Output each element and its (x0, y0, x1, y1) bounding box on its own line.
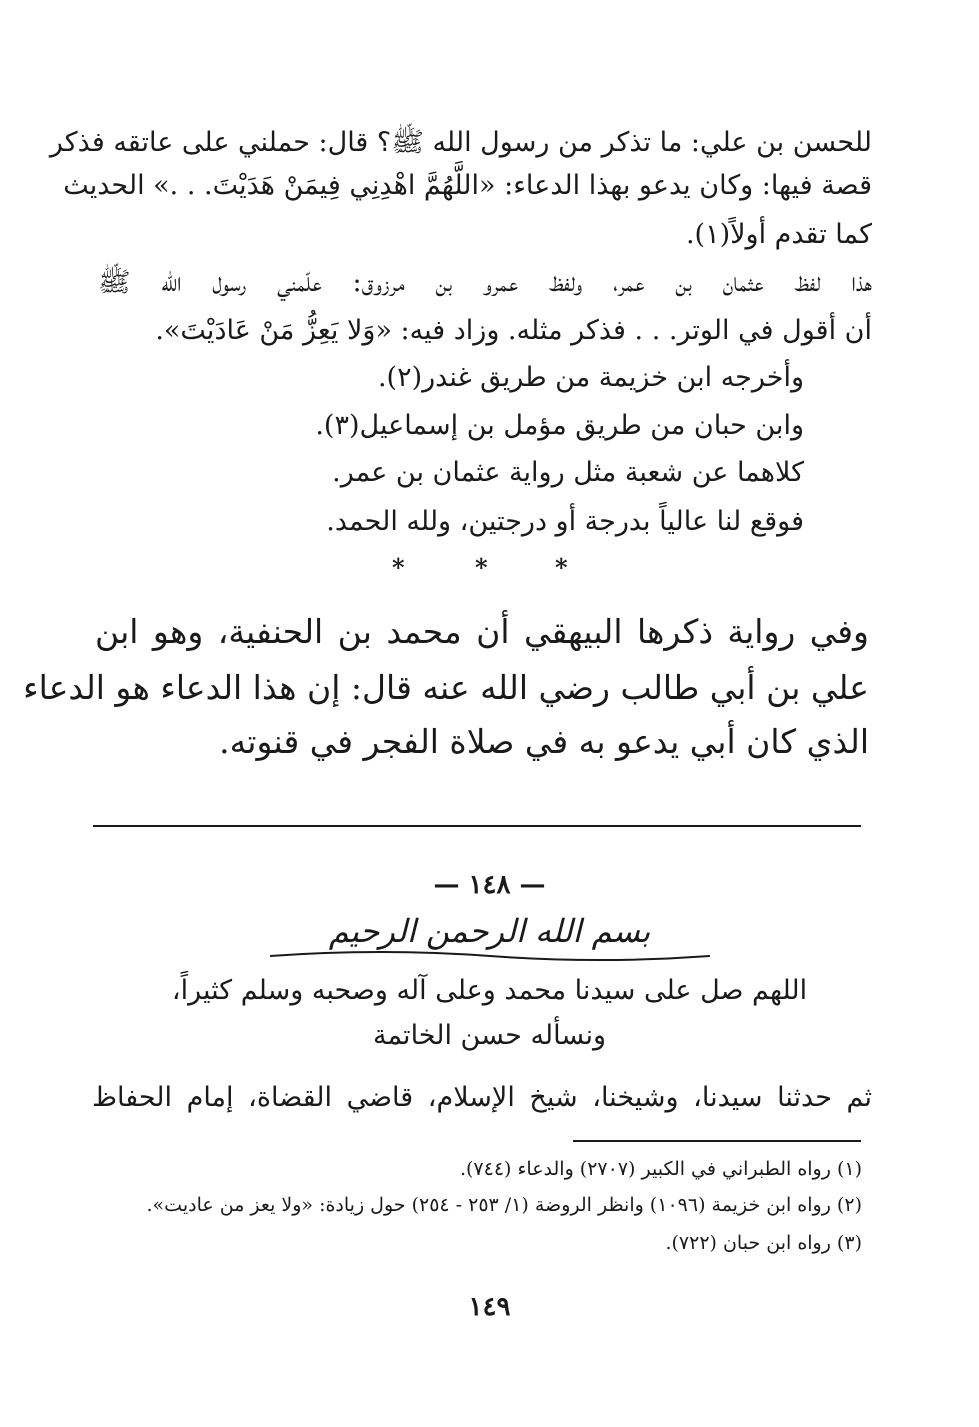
passage-line-1: وفي رواية ذكرها البيهقي أن محمد بن الحنفية، وهو ابن (95, 612, 869, 651)
separator-star: * (475, 553, 488, 582)
passage-line-3: الذي كان أبي يدعو به في صلاة الفجر في قنوته. (219, 722, 869, 761)
invocation-line-1: اللهم صل على سيدنا محمد وعلى آله وصحبه وسلم كثيراً، (171, 975, 808, 1006)
text-line-8: كلاهما عن شعبة مثل رواية عثمان بن عمر. (332, 457, 804, 488)
text-line-3: كما تقدم أولاً(١). (685, 219, 872, 250)
page-number: ١٤٩ (468, 1292, 511, 1322)
footnote-1: (١) رواه الطبراني في الكبير (٢٧٠٧) والدعاء (٧٤٤). (459, 1158, 862, 1180)
text-line-2: قصة فيها: وكان يدعو بهذا الدعاء: «اللَّهُمَّ اهْدِنِي فِيمَنْ هَدَيْتَ. . .» الحديث (63, 170, 872, 201)
basmala: بسم الله الرحمن الرحيم (328, 912, 651, 950)
passage-line-2: علي بن أبي طالب رضي الله عنه قال: إن هذا الدعاء هو الدعاء (23, 668, 869, 707)
text-line-6: وأخرجه ابن خزيمة من طريق غندر(٢). (377, 362, 804, 393)
section-separator (380, 553, 580, 583)
footnote-2: (٢) رواه ابن خزيمة (١٠٩٦) وانظر الروضة (١/ ٢٥٣ - ٢٥٤) حول زيادة: «ولا يعز من عاديت». (146, 1194, 862, 1216)
text-line-4: هذا لفظ عثمان بن عمر، ولفظ عمرو بن مرزوق: علّمني رسول الله ﷺ (98, 267, 872, 298)
text-line-7: وابن حبان من طريق مؤمل بن إسماعيل(٣). (315, 410, 804, 441)
separator-star: * (392, 553, 405, 582)
invocation-line-2: ونسأله حسن الخاتمة (372, 1020, 607, 1051)
text-line-9: فوقع لنا عالياً بدرجة أو درجتين، ولله الحمد. (326, 506, 804, 537)
text-line-1: للحسن بن علي: ما تذكر من رسول الله ﷺ؟ قال: حملني على عاتقه فذكر (49, 127, 872, 158)
separator-star: * (555, 553, 568, 582)
section-divider (93, 825, 861, 827)
text-line-5: أن أقول في الوتر. . . فذكر مثله. وزاد فيه: «وَلا يَعِزُّ مَنْ عَادَيْتَ». (155, 315, 872, 346)
basmala-flourish (270, 948, 710, 962)
manuscript-page-number: — ١٤٨ — (433, 870, 546, 900)
manuscript-opening-line: ثم حدثنا سيدنا، وشيخنا، شيخ الإسلام، قاضي القضاة، إمام الحفاظ (92, 1082, 872, 1113)
footnote-divider (573, 1140, 861, 1142)
footnote-3: (٣) رواه ابن حبان (٧٢٢). (665, 1232, 862, 1254)
